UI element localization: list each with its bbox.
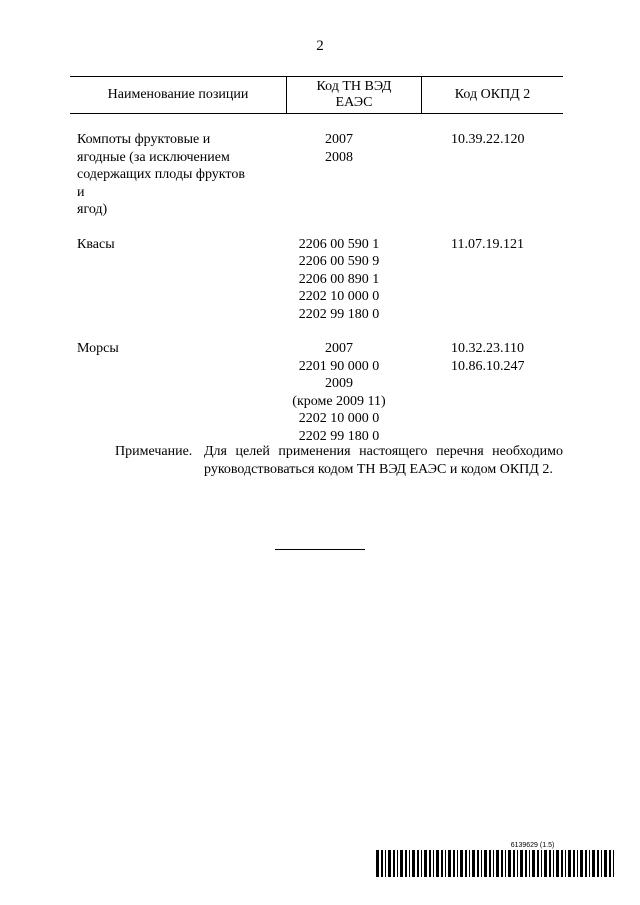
barcode-bar: [544, 850, 547, 877]
barcode-bar: [520, 850, 523, 877]
barcode-bar: [537, 850, 539, 877]
barcode-bar: [405, 850, 407, 877]
okpd-code: 10.39.22.120: [451, 132, 525, 147]
row-name: [70, 236, 247, 324]
barcode-bar: [541, 850, 542, 877]
row-okpd: [431, 340, 563, 445]
barcode-bar: [381, 850, 383, 877]
barcode-bar: [513, 850, 515, 877]
barcode-bar: [424, 850, 427, 877]
barcode-bar: [412, 850, 415, 877]
barcode-bar: [460, 850, 463, 877]
end-separator: [275, 549, 365, 550]
note: [115, 443, 563, 478]
okpd-code: 11.07.19.121: [451, 236, 524, 252]
row-tnved: [247, 340, 431, 445]
row-tnved: [247, 236, 431, 324]
barcode-bar: [472, 850, 475, 877]
row-name-line: Квасы: [77, 236, 115, 252]
row-name-line: содержащих плоды фруктов и: [77, 167, 245, 200]
barcode-bar: [393, 850, 395, 877]
barcode-bar: [556, 850, 559, 877]
tnved-code: 2202 99 180 0: [298, 306, 380, 322]
barcode-bar: [577, 850, 578, 877]
table-row: [70, 236, 563, 324]
barcode-bar: [589, 850, 590, 877]
barcode-bar: [397, 850, 398, 877]
barcode-bar: [601, 850, 602, 877]
note-text: Для целей применения настоящего перечня необходимо руководствоваться кодом ТН ВЭД ЕАЭС и кодом ОКПД 2.: [204, 444, 563, 477]
barcode-icon: [376, 850, 616, 877]
row-name-line: ягод): [77, 202, 108, 217]
barcode-bar: [573, 850, 575, 877]
tnved-code: 2202 10 000 0: [298, 411, 380, 426]
note-label: Примечание.: [115, 444, 193, 459]
row-name-line: ягодные (за исключением: [77, 149, 230, 165]
barcode-bar: [568, 850, 571, 877]
tnved-code: 2201 90 000 0: [298, 358, 380, 374]
barcode-bar: [429, 850, 431, 877]
tnved-code: 2007: [325, 132, 353, 147]
barcode-bar: [385, 850, 386, 877]
table-row: [70, 131, 563, 219]
barcode-bar: [609, 850, 611, 877]
row-okpd: [431, 131, 563, 219]
tnved-code: 2009: [325, 376, 353, 391]
barcode-bar: [561, 850, 563, 877]
barcode-bar: [501, 850, 503, 877]
barcode-bar: [529, 850, 530, 877]
barcode-bar: [525, 850, 527, 877]
barcode-bar: [597, 850, 599, 877]
barcode-bar: [484, 850, 487, 877]
barcode-bar: [409, 850, 410, 877]
header-name: Наименование позиции: [107, 87, 249, 102]
barcode-bar: [436, 850, 439, 877]
barcode-bar: [549, 850, 551, 877]
table-header: [70, 76, 563, 114]
header-okpd: Код ОКПД 2: [454, 87, 531, 102]
barcode-bar: [613, 850, 614, 877]
tnved-code: 2008: [325, 149, 353, 165]
barcode-bar: [417, 850, 419, 877]
barcode-bar: [400, 850, 403, 877]
okpd-code: 10.32.23.110: [451, 341, 524, 356]
barcode-bar: [517, 850, 518, 877]
row-name-line: Морсы: [77, 341, 119, 356]
barcode-bar: [465, 850, 467, 877]
barcode-bar: [532, 850, 535, 877]
barcode-bar: [376, 850, 379, 877]
tnved-code: (кроме 2009 11): [292, 393, 386, 409]
barcode-bar: [496, 850, 499, 877]
tnved-code: 2007: [325, 341, 353, 356]
barcode-bar: [481, 850, 482, 877]
okpd-code: 10.86.10.247: [451, 358, 525, 374]
barcode-bar: [457, 850, 458, 877]
barcode-bar: [592, 850, 595, 877]
barcode-bar: [433, 850, 434, 877]
tnved-code: 2202 10 000 0: [298, 289, 380, 304]
table-row: [70, 340, 563, 445]
barcode-bar: [585, 850, 587, 877]
row-tnved: [247, 131, 431, 219]
barcode-bar: [493, 850, 494, 877]
barcode-bar: [388, 850, 391, 877]
barcode-bar: [453, 850, 455, 877]
barcode-bar: [477, 850, 479, 877]
barcode-bar: [505, 850, 506, 877]
barcode-bar: [441, 850, 443, 877]
barcode-bar: [565, 850, 566, 877]
header-tnved-line: Код ТН ВЭД: [316, 79, 392, 94]
barcode-bar: [553, 850, 554, 877]
row-okpd: [431, 236, 563, 324]
barcode-bar: [448, 850, 451, 877]
page-number: 2: [316, 38, 324, 54]
header-tnved: [286, 77, 422, 113]
barcode-bar: [580, 850, 583, 877]
row-name: [70, 340, 247, 445]
barcode-bar: [604, 850, 607, 877]
barcode-bar: [508, 850, 511, 877]
barcode-bar: [469, 850, 470, 877]
barcode-bar: [421, 850, 422, 877]
header-tnved-line: ЕАЭС: [335, 95, 373, 110]
document-id: 6139629 (1.5): [510, 842, 555, 849]
tnved-code: 2206 00 890 1: [298, 271, 380, 287]
barcode-bar: [489, 850, 491, 877]
barcode-bar: [445, 850, 446, 877]
tnved-code: 2206 00 590 9: [298, 254, 380, 269]
tnved-code: 2206 00 590 1: [298, 236, 380, 252]
tnved-code: 2202 99 180 0: [298, 428, 380, 444]
row-name: [70, 131, 247, 219]
row-name-line: Компоты фруктовые и: [77, 132, 211, 147]
codes-table: [70, 76, 563, 445]
